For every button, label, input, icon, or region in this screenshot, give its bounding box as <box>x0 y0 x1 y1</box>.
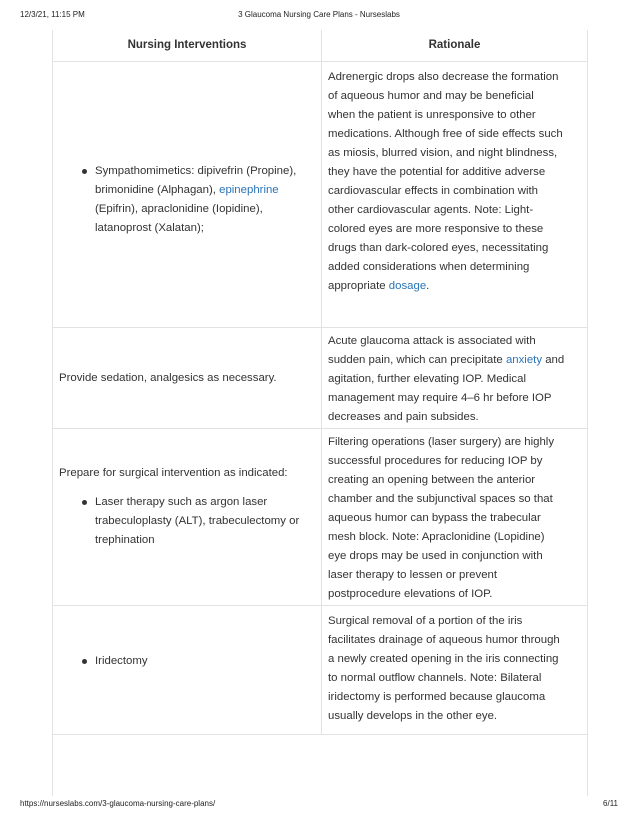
rationale-cell <box>322 429 587 605</box>
text-line: a newly created opening in the iris connecting <box>328 653 559 665</box>
text-line: as miosis, blurred vision, and night blindness, <box>328 147 558 159</box>
text-line: decreases and pain subsides. <box>328 411 479 423</box>
table-header-row <box>53 30 587 62</box>
text-line: appropriate <box>328 280 389 292</box>
intervention-text: Provide sedation, analgesics as necessary. <box>59 372 277 384</box>
rationale-text <box>328 68 581 296</box>
text-line: usually develops in the other eye. <box>328 710 498 722</box>
rationale-text <box>328 612 581 726</box>
text-line: (Epifrin), apraclonidine (Iopidine), <box>95 203 263 215</box>
bullet-icon <box>82 500 87 505</box>
text-line: sudden pain, which can precipitate <box>328 354 506 366</box>
table-row <box>53 429 587 606</box>
intervention-text <box>59 652 313 671</box>
intervention-text <box>59 464 313 550</box>
text-line: cardiovascular effects in combination with <box>328 185 538 197</box>
text-line: trephination <box>95 534 155 546</box>
list-item <box>59 652 313 671</box>
list-item <box>59 162 313 238</box>
text-line: . <box>426 280 430 292</box>
text-line: brimonidine (Alphagan), <box>95 184 220 196</box>
column-header: Rationale <box>428 39 481 51</box>
text-line: added considerations when determining <box>328 261 530 273</box>
text-line: other cardiovascular agents. Note: Light- <box>328 204 534 216</box>
anxiety-link[interactable]: anxiety <box>505 354 543 366</box>
print-page-number: 6/11 <box>603 799 618 808</box>
intervention-cell <box>53 328 322 428</box>
text-line: postprocedure elevations of IOP. <box>328 588 493 600</box>
text-line: management may require 4–6 hr before IOP <box>328 392 552 404</box>
rationale-cell <box>322 62 587 327</box>
list-item <box>59 493 313 550</box>
text-line: colored eyes are more responsive to these <box>328 223 544 235</box>
intervention-cell <box>53 62 322 327</box>
text-line: iridectomy is performed because glaucoma <box>328 691 546 703</box>
print-url: https://nurseslabs.com/3-glaucoma-nursing-care-plans/ <box>20 799 216 808</box>
rationale-text <box>328 332 581 427</box>
text-line: latanoprost (Xalatan); <box>95 222 204 234</box>
bullet-icon <box>82 659 87 664</box>
text-line: drugs than dark-colored eyes, necessitating <box>328 242 549 254</box>
text-line: Sympathomimetics: dipivefrin (Propine), <box>95 165 297 177</box>
text-line: mesh block. Note: Apraclonidine (Lopidine) <box>328 531 545 543</box>
text-line: they have the potential for additive adverse <box>328 166 546 178</box>
text-line: Prepare for surgical intervention as indicated: <box>59 467 288 479</box>
text-line: laser therapy to lessen or prevent <box>328 569 498 581</box>
text-line: eye drops may be used in conjunction with <box>328 550 543 562</box>
table-row <box>53 62 587 328</box>
header-cell-rationale <box>322 30 587 61</box>
text-line: Acute glaucoma attack is associated with <box>328 335 536 347</box>
text-line: successful procedures for reducing IOP by <box>328 455 543 467</box>
text-line: agitation, further elevating IOP. Medical <box>328 373 526 385</box>
table-row <box>53 606 587 735</box>
rationale-text <box>328 433 581 604</box>
print-page-title: 3 Glaucoma Nursing Care Plans - Nurseslabs <box>238 10 400 19</box>
epinephrine-link[interactable]: epinephrine <box>219 184 279 196</box>
table-row <box>53 328 587 429</box>
intervention-cell <box>53 429 322 605</box>
print-datetime: 12/3/21, 11:15 PM <box>20 10 85 19</box>
text-line: to normal outflow channels. Note: Bilateral <box>328 672 542 684</box>
text-line: Adrenergic drops also decrease the formation <box>328 71 559 83</box>
text-line: Iridectomy <box>95 655 148 667</box>
rationale-cell <box>322 606 587 734</box>
care-plan-table <box>52 30 588 796</box>
rationale-cell <box>322 328 587 428</box>
header-cell-interventions <box>53 30 322 61</box>
text-line: Surgical removal of a portion of the iris <box>328 615 523 627</box>
text-line: facilitates drainage of aqueous humor through <box>328 634 560 646</box>
intervention-text <box>59 162 313 238</box>
column-header: Nursing Interventions <box>127 39 247 51</box>
text-line: Laser therapy such as argon laser <box>95 496 268 508</box>
text-line: trabeculoplasty (ALT), trabeculectomy or <box>95 515 300 527</box>
intervention-cell <box>53 606 322 734</box>
text-line: chamber and the subjunctival spaces so that <box>328 493 553 505</box>
text-line: and <box>542 354 565 366</box>
text-line: medications. Although free of side effects such <box>328 128 563 140</box>
text-line: creating an opening between the anterior <box>328 474 536 486</box>
text-line: Filtering operations (laser surgery) are highly <box>328 436 555 448</box>
text-line: of aqueous humor and may be beneficial <box>328 90 534 102</box>
bullet-icon <box>82 169 87 174</box>
text-line: aqueous humor can bypass the trabecular <box>328 512 541 524</box>
text-line: when the patient is unresponsive to other <box>328 109 536 121</box>
dosage-link[interactable]: dosage <box>388 280 427 292</box>
